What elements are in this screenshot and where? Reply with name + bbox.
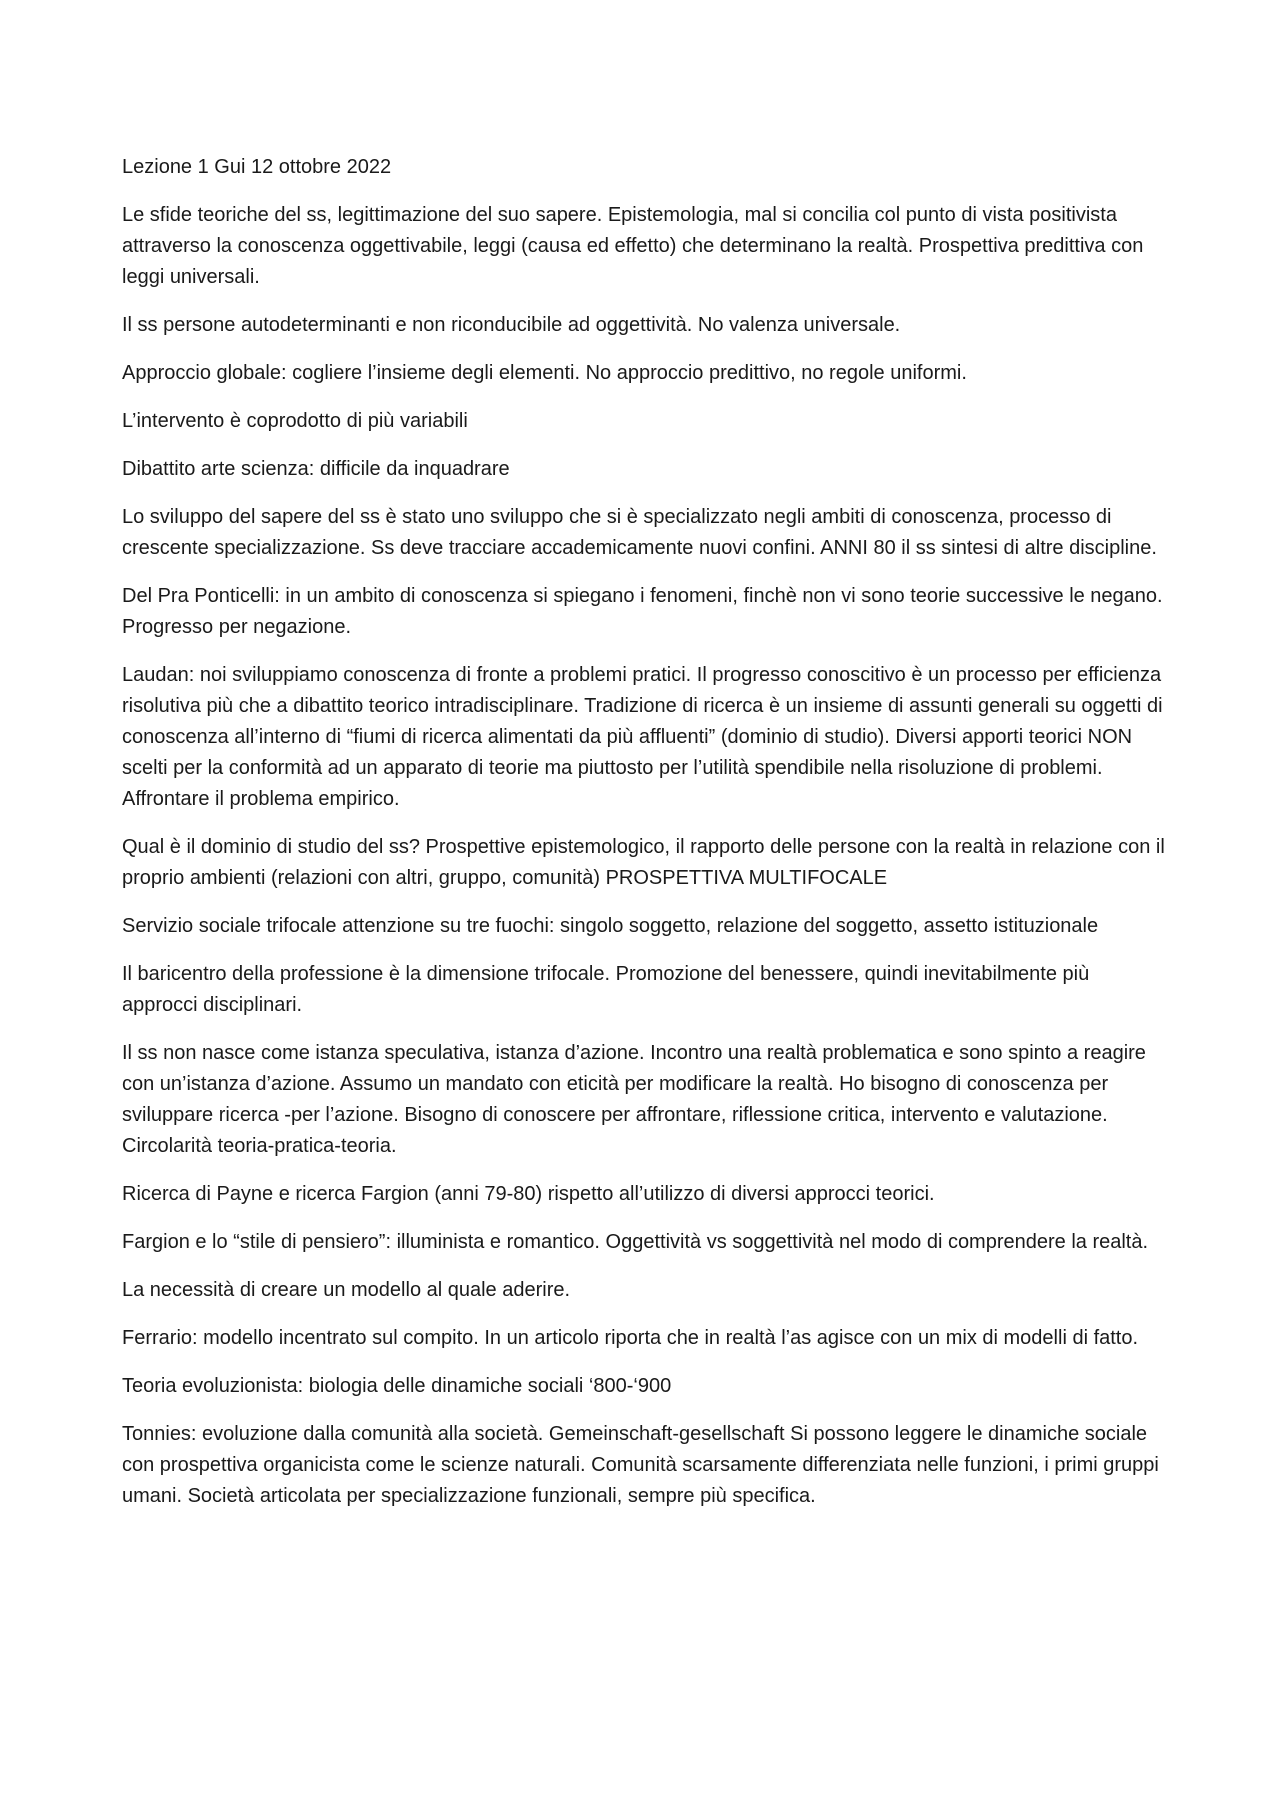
paragraph-baricentro-professione: Il baricentro della professione è la dimensione trifocale. Promozione del benessere, quindi inevitabilmente più approcci disciplinari. (122, 963, 1090, 1016)
paragraph-ferrario: Ferrario: modello incentrato sul compito. In un articolo riporta che in realtà l’as agisce con un mix di modelli di fatto. (122, 1327, 1139, 1349)
document-body (122, 152, 1167, 1529)
paragraph-laudan: Laudan: noi sviluppiamo conoscenza di fronte a problemi pratici. Il progresso conoscitivo è un processo per efficienza risolutiva più che a dibattito teorico intradisciplinare. Tradizione di ricerca è un insieme di assunti generali su oggetti di conoscenza all’interno di “fiumi di ricerca alimentati da più affluenti” (dominio di studio). Diversi apporti teorici NON scelti per la conformità ad un apparato di teorie ma piuttosto per l’utilità spendibile nella risoluzione di problemi. Affrontare il problema empirico. (122, 664, 1163, 810)
paragraph-istanza-azione: Il ss non nasce come istanza speculativa, istanza d’azione. Incontro una realtà problematica e sono spinto a reagire con un’istanza d’azione. Assumo un mandato con eticità per modificare la realtà. Ho bisogno di conoscenza per sviluppare ricerca -per l’azione. Bisogno di conoscere per affrontare, riflessione critica, intervento e valutazione. Circolarità teoria-pratica-teoria. (122, 1042, 1146, 1157)
paragraph-approccio-globale: Approccio globale: cogliere l’insieme degli elementi. No approccio predittivo, no regole uniformi. (122, 362, 967, 384)
paragraph-persone-autodeterminanti: Il ss persone autodeterminanti e non riconducibile ad oggettività. No valenza universale. (122, 314, 901, 336)
paragraph-dominio-di-studio: Qual è il dominio di studio del ss? Prospettive epistemologico, il rapporto delle persone con la realtà in relazione con il proprio ambienti (relazioni con altri, gruppo, comunità) PROSPETTIVA MULTIFOCALE (122, 836, 1165, 889)
paragraph-teoria-evoluzionista: Teoria evoluzionista: biologia delle dinamiche sociali ‘800-‘900 (122, 1375, 672, 1397)
paragraph-intervento-coprodotto: L’intervento è coprodotto di più variabili (122, 410, 468, 432)
paragraph-servizio-trifocale: Servizio sociale trifocale attenzione su tre fuochi: singolo soggetto, relazione del soggetto, assetto istituzionale (122, 915, 1099, 937)
paragraph-del-pra-ponticelli: Del Pra Ponticelli: in un ambito di conoscenza si spiegano i fenomeni, finchè non vi sono teorie successive le negano. Progresso per negazione. (122, 585, 1163, 638)
paragraph-dibattito-arte-scienza: Dibattito arte scienza: difficile da inquadrare (122, 458, 510, 480)
paragraph-necessita-modello: La necessità di creare un modello al quale aderire. (122, 1279, 571, 1301)
paragraph-tonnies: Tonnies: evoluzione dalla comunità alla società. Gemeinschaft-gesellschaft Si possono leggere le dinamiche sociale con prospettiva organicista come le scienze naturali. Comunità scarsamente differenziata nelle funzioni, i primi gruppi umani. Società articolata per specializzazione funzionali, sempre più specifica. (122, 1423, 1159, 1507)
paragraph-sviluppo-sapere: Lo sviluppo del sapere del ss è stato uno sviluppo che si è specializzato negli ambiti di conoscenza, processo di crescente specializzazione. Ss deve tracciare accademicamente nuovi confini. ANNI 80 il ss sintesi di altre discipline. (122, 506, 1157, 559)
paragraph-ricerca-payne-fargion: Ricerca di Payne e ricerca Fargion (anni 79-80) rispetto all’utilizzo di diversi approcci teorici. (122, 1183, 935, 1205)
document-title: Lezione 1 Gui 12 ottobre 2022 (122, 156, 392, 178)
paragraph-stile-di-pensiero: Fargion e lo “stile di pensiero”: illuminista e romantico. Oggettività vs soggettività nel modo di comprendere la realtà. (122, 1231, 1149, 1253)
paragraph-sfide-teoriche: Le sfide teoriche del ss, legittimazione del suo sapere. Epistemologia, mal si concilia col punto di vista positivista attraverso la conoscenza oggettivabile, leggi (causa ed effetto) che determinano la realtà. Prospettiva predittiva con leggi universali. (122, 204, 1144, 288)
